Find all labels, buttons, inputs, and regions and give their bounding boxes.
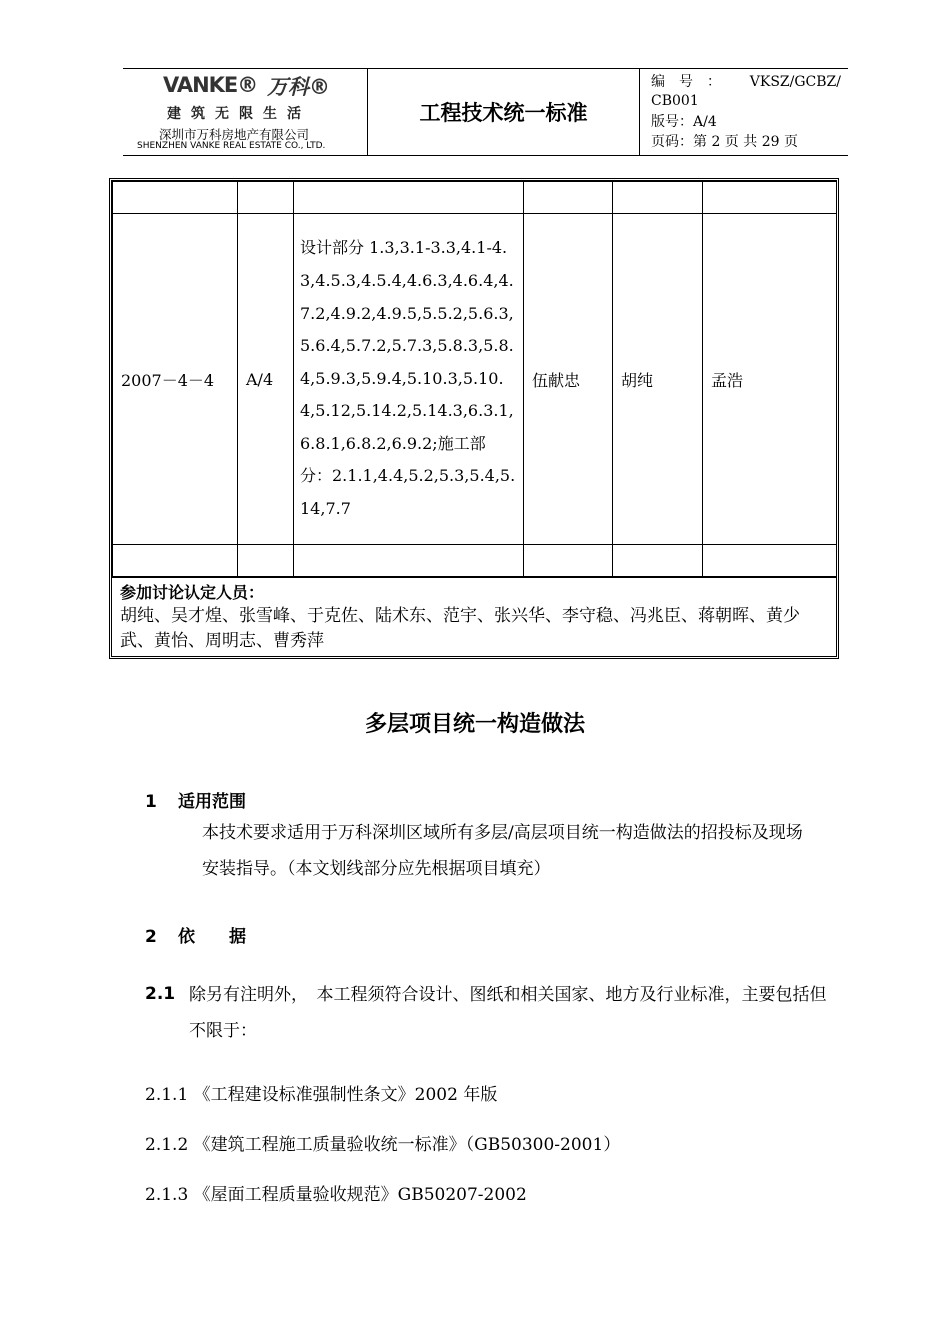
section-heading-2 (145, 922, 246, 947)
section-number: 2 (145, 927, 157, 947)
logo-brand-latin: VANKE® (163, 73, 258, 97)
section-heading-1 (145, 787, 246, 812)
clause-number: 2.1 (145, 984, 176, 1004)
revision-approver: 孟浩 (703, 214, 837, 545)
revision-scope: 设计部分 1.3,3.1-3.3,4.1-4.3,4.5.3,4.5.4,4.6.3,4.6.4,4.7.2,4.9.2,4.9.5,5.5.2,5.6.3,5.6.4,5.7.2,5.7.3,5.8.3,5.8.4,5.9.3,5.9.4,5.10.3,5.10.4,5.12,5.14.2,5.14.3,6.3.1,6.8.1,6.8.2,6.9.2;施工部分：2.1.1,4.4,5.2,5.3,5.4,5.14,7.7 (294, 214, 524, 545)
section-title: 适用范围 (178, 792, 246, 812)
logo-slogan: 建筑无限生活 (167, 106, 311, 122)
table-row-revision (113, 214, 837, 545)
revision-table (109, 178, 839, 659)
document-code-cont: CB001 (651, 93, 699, 109)
document-code (651, 73, 847, 92)
document-title: 多层项目统一构造做法 (364, 712, 585, 737)
participants-list: 胡纯、吴才煌、张雪峰、于克佐、陆术东、范宇、张兴华、李守稳、冯兆臣、蒋朝晖、黄少武、黄怡、周明志、曹秀萍 (120, 606, 800, 651)
standard-title: 工程技术统一标准 (419, 101, 588, 125)
clause-2-1-text: 除另有注明外， 本工程须符合设计、图纸和相关国家、地方及行业标准，主要包括但不限于： (189, 985, 827, 1041)
section-number: 1 (145, 792, 157, 812)
participants-heading: 参加讨论认定人员： (120, 583, 265, 602)
clause-2-1-number (145, 984, 175, 1004)
version-number: 版号：A/4 (651, 114, 717, 130)
participants-block (112, 577, 836, 656)
reference-item: 2.1.1 《工程建设标准强制性条文》2002 年版 (145, 1085, 498, 1105)
vanke-logo (163, 73, 333, 97)
page-number: 页码：第 2 页 共 29 页 (651, 134, 798, 150)
revision-date: 2007－4－4 (113, 214, 238, 545)
section-title: 依 据 (178, 927, 246, 947)
logo-brand-cn: 万科® (267, 75, 330, 99)
company-name-cn: 深圳市万科房地产有限公司 (159, 127, 310, 142)
table-row-empty (113, 182, 837, 214)
document-code-label: 编 号 ： (651, 74, 721, 90)
reference-item: 2.1.3 《屋面工程质量验收规范》GB50207-2002 (145, 1185, 527, 1205)
revision-reviewer: 胡纯 (613, 214, 703, 545)
table-row-empty (113, 545, 837, 577)
revision-author: 伍献忠 (524, 214, 613, 545)
section-1-text: 本技术要求适用于万科深圳区域所有多层/高层项目统一构造做法的招投标及现场安装指导。（本文划线部分应先根据项目填充） (202, 823, 803, 879)
company-name-en: SHENZHEN VANKE REAL ESTATE CO., LTD. (137, 141, 326, 151)
document-meta (649, 69, 849, 155)
company-logo-block (123, 69, 368, 155)
document-code-value: VKSZ/GCBZ/ (749, 74, 841, 90)
reference-item: 2.1.2 《建筑工程施工质量验收统一标准》（GB50300-2001） (145, 1135, 621, 1155)
header-title-cell (368, 69, 640, 155)
revision-version: A/4 (238, 214, 294, 545)
page-header (123, 68, 848, 156)
